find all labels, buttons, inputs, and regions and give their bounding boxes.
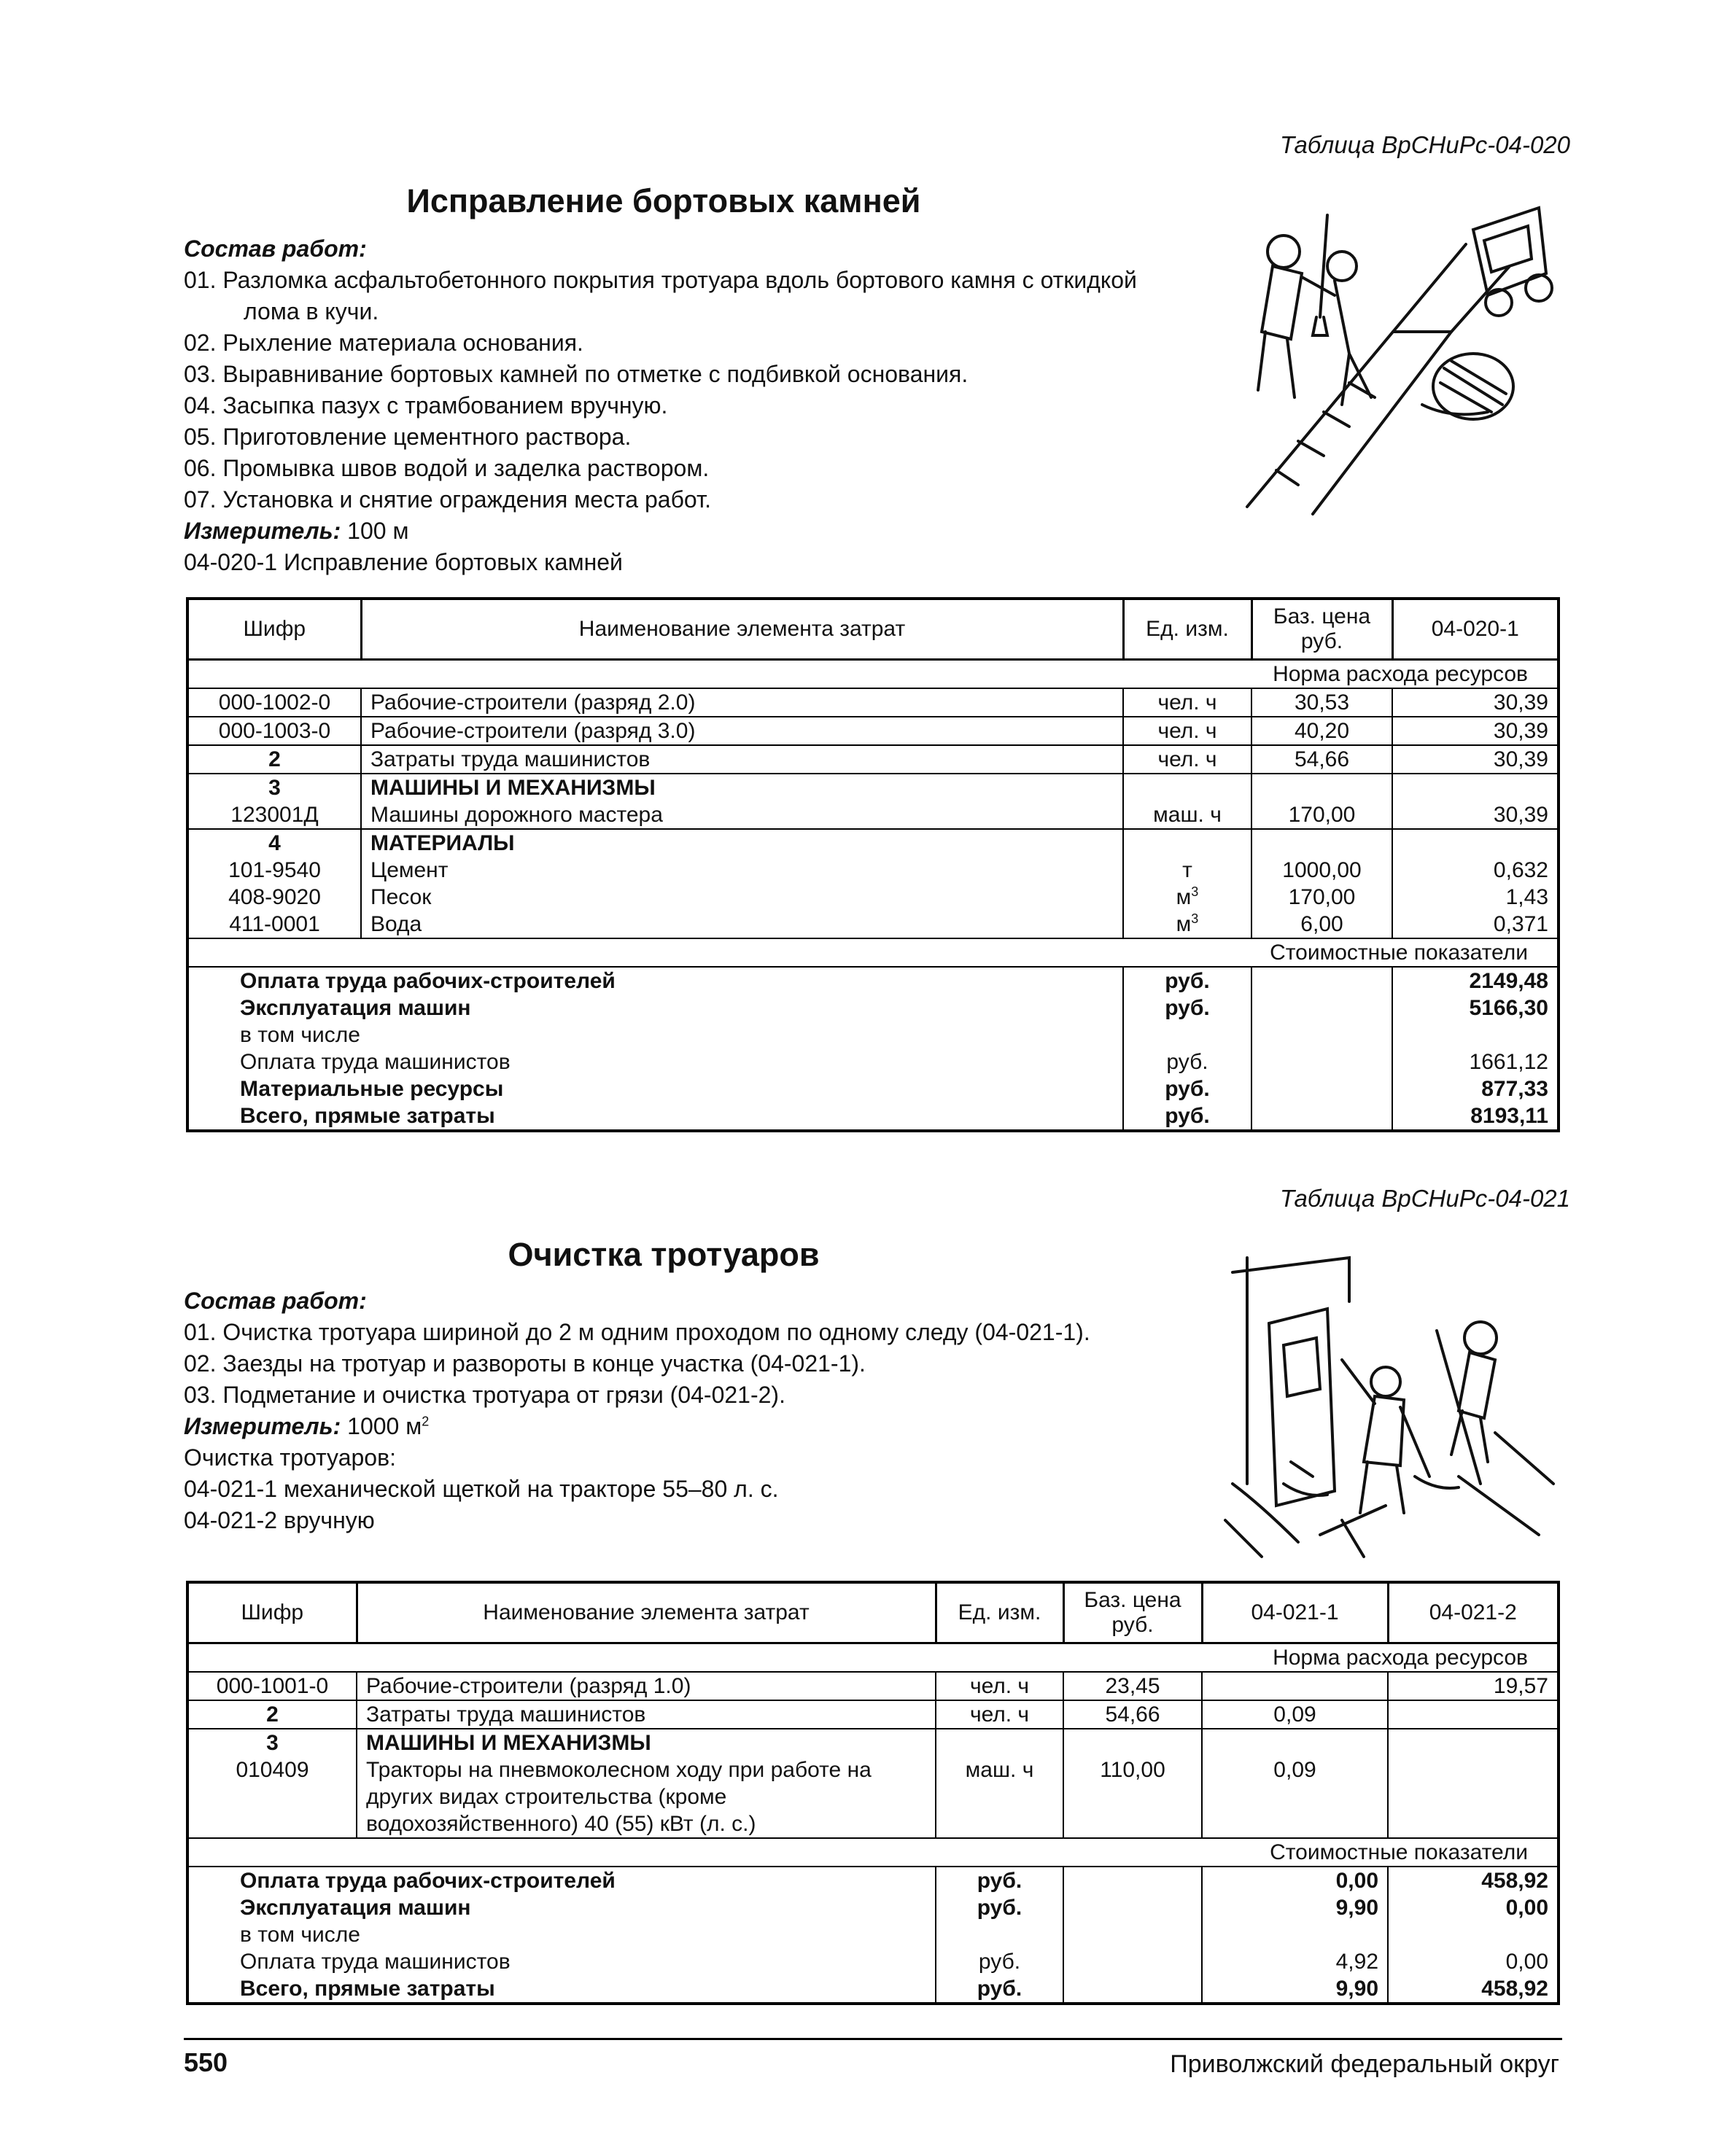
header-price: Баз. цена руб.	[1251, 599, 1392, 660]
illustration-sidewalk-cleaning	[1218, 1243, 1568, 1564]
cell-unit: маш. ч	[936, 1756, 1063, 1838]
cost-row	[187, 1894, 1559, 1921]
cost-row	[187, 1021, 1559, 1048]
meter-sup: 2	[422, 1414, 430, 1429]
table-header	[187, 599, 1559, 660]
table-row	[187, 717, 1559, 745]
table-row	[187, 774, 1559, 801]
table-caption-2: Таблица ВрСНиРс-04-021	[1280, 1185, 1570, 1212]
cell-value-1: 0,09	[1202, 1700, 1388, 1729]
cell-unit: м	[1176, 912, 1192, 936]
header-unit: Ед. изм.	[1123, 599, 1251, 660]
table-row	[187, 745, 1559, 774]
norm-label: Норма расхода ресурсов	[187, 1643, 1559, 1673]
cell-value: 30,39	[1392, 745, 1559, 774]
cost-value: 5166,30	[1392, 995, 1559, 1021]
cell-price: 170,00	[1251, 884, 1392, 911]
page-number: 550	[184, 2047, 228, 2077]
illustration-curb-repair	[1233, 186, 1561, 529]
cell-name: Затраты труда машинистов	[361, 745, 1123, 774]
cell-code: 411-0001	[187, 911, 361, 938]
meter-label: Измеритель:	[184, 1413, 341, 1439]
meter-label: Измеритель:	[184, 518, 341, 544]
cell-value: 30,39	[1392, 801, 1559, 829]
cell-price: 110,00	[1063, 1756, 1202, 1838]
cell-code: 408-9020	[187, 884, 361, 911]
cost-name: Оплата труда машинистов	[187, 1948, 936, 1975]
norm-label: Норма расхода ресурсов	[187, 660, 1559, 689]
cost-unit: руб.	[1123, 1102, 1251, 1131]
table-row	[187, 801, 1559, 829]
table-header	[187, 1582, 1559, 1643]
table-row	[187, 911, 1559, 938]
cost-value-2: 0,00	[1388, 1894, 1559, 1921]
cell-price: 30,53	[1251, 688, 1392, 717]
work-item: 02. Заезды на тротуар и развороты в конце участка (04-021-1).	[184, 1350, 866, 1377]
cell-code: 000-1002-0	[187, 688, 361, 717]
cost-value-2: 458,92	[1388, 1867, 1559, 1894]
cost-name: Всего, прямые затраты	[187, 1975, 936, 2004]
cost-header-row	[187, 1838, 1559, 1867]
cost-value: 2149,48	[1392, 967, 1559, 995]
work-list-1	[184, 233, 1154, 578]
section-title-1: Исправление бортовых камней	[406, 182, 921, 219]
cell-code: 000-1003-0	[187, 717, 361, 745]
cell-name: Машины дорожного мастера	[361, 801, 1123, 829]
cost-unit: руб.	[1123, 1075, 1251, 1102]
cell-name: Рабочие-строители (разряд 2.0)	[361, 688, 1123, 717]
table-row	[187, 688, 1559, 717]
cell-name: Песок	[361, 884, 1123, 911]
table-row	[187, 1700, 1559, 1729]
subitem: 04-020-1 Исправление бортовых камней	[184, 549, 623, 575]
cell-value: 30,39	[1392, 688, 1559, 717]
cost-unit: руб.	[1123, 995, 1251, 1021]
cell-name: МАТЕРИАЛЫ	[361, 829, 1123, 857]
table-caption-1: Таблица ВрСНиРс-04-020	[1280, 131, 1570, 158]
cell-price: 40,20	[1251, 717, 1392, 745]
cost-value: 1661,12	[1392, 1048, 1559, 1075]
work-item: 06. Промывка швов водой и заделка раствором.	[184, 455, 710, 481]
cost-unit: руб.	[936, 1975, 1063, 2004]
cost-name: Оплата труда рабочих-строителей	[187, 1867, 936, 1894]
header-code: Шифр	[187, 599, 361, 660]
cell-name: Рабочие-строители (разряд 3.0)	[361, 717, 1123, 745]
cost-row	[187, 1867, 1559, 1894]
cell-value: 30,39	[1392, 717, 1559, 745]
cost-name: Материальные ресурсы	[187, 1075, 1123, 1102]
work-item: 03. Подметание и очистка тротуара от грязи (04-021-2).	[184, 1382, 785, 1408]
cell-price: 6,00	[1251, 911, 1392, 938]
cost-unit: руб.	[1123, 1048, 1251, 1075]
cost-name: Всего, прямые затраты	[187, 1102, 1123, 1131]
header-item: 04-020-1	[1392, 599, 1559, 660]
work-item: 01. Разломка асфальтобетонного покрытия тротуара вдоль бортового камня с откидкой лома в кучи.	[184, 267, 1137, 324]
cost-name: Оплата труда рабочих-строителей	[187, 967, 1123, 995]
resource-table-1	[186, 597, 1560, 1132]
header-price: Баз. цена руб.	[1063, 1582, 1202, 1643]
cell-name: Цемент	[361, 857, 1123, 884]
footer-rule	[184, 2038, 1562, 2040]
cell-code: 4	[187, 829, 361, 857]
cost-header-row	[187, 938, 1559, 967]
cost-row	[187, 967, 1559, 995]
cell-unit: чел. ч	[936, 1672, 1063, 1700]
cost-label: Стоимостные показатели	[187, 1838, 1559, 1867]
cell-code: 000-1001-0	[187, 1672, 357, 1700]
work-item: 02. Рыхление материала основания.	[184, 330, 583, 356]
cost-unit: руб.	[936, 1867, 1063, 1894]
cost-value-1: 0,00	[1202, 1867, 1388, 1894]
cell-price: 23,45	[1063, 1672, 1202, 1700]
norm-row	[187, 660, 1559, 689]
unit-sup: 3	[1191, 911, 1199, 926]
cell-unit: чел. ч	[936, 1700, 1063, 1729]
cost-unit: руб.	[1123, 967, 1251, 995]
cost-row	[187, 1048, 1559, 1075]
cost-value: 8193,11	[1392, 1102, 1559, 1131]
header-unit: Ед. изм.	[936, 1582, 1063, 1643]
unit-sup: 3	[1191, 884, 1199, 899]
cell-code: 010409	[187, 1756, 357, 1838]
work-item: 04. Засыпка пазух с трамбованием вручную.	[184, 392, 668, 419]
norm-row	[187, 1643, 1559, 1673]
work-label: Состав работ:	[184, 236, 367, 262]
table-row	[187, 1672, 1559, 1700]
table-row	[187, 1756, 1559, 1838]
cell-unit: чел. ч	[1123, 745, 1251, 774]
cost-row	[187, 1975, 1559, 2004]
intro-text: Очистка тротуаров:	[184, 1444, 396, 1471]
cost-name: в том числе	[187, 1921, 936, 1948]
cell-code: 2	[187, 745, 361, 774]
header-name: Наименование элемента затрат	[361, 599, 1123, 660]
cost-name: Оплата труда машинистов	[187, 1048, 1123, 1075]
cost-name: Эксплуатация машин	[187, 995, 1123, 1021]
header-item-2: 04-021-2	[1388, 1582, 1559, 1643]
cell-value-1	[1202, 1672, 1388, 1700]
work-list-2	[184, 1285, 1146, 1536]
cell-name: Затраты труда машинистов	[357, 1700, 936, 1729]
cost-value-1: 9,90	[1202, 1975, 1388, 2004]
cost-value: 877,33	[1392, 1075, 1559, 1102]
header-code: Шифр	[187, 1582, 357, 1643]
cost-name: в том числе	[187, 1021, 1123, 1048]
cell-value-2: 19,57	[1388, 1672, 1559, 1700]
cost-row	[187, 1102, 1559, 1131]
cost-value-2: 458,92	[1388, 1975, 1559, 2004]
cost-unit: руб.	[936, 1948, 1063, 1975]
cell-name: Вода	[361, 911, 1123, 938]
cell-code: 3	[187, 774, 361, 801]
work-item: 03. Выравнивание бортовых камней по отметке с подбивкой основания.	[184, 361, 969, 387]
cell-name: МАШИНЫ И МЕХАНИЗМЫ	[361, 774, 1123, 801]
subitem: 04-021-1 механической щеткой на тракторе 55–80 л. с.	[184, 1476, 779, 1502]
cell-unit: чел. ч	[1123, 717, 1251, 745]
header-name: Наименование элемента затрат	[357, 1582, 936, 1643]
cell-unit: чел. ч	[1123, 688, 1251, 717]
cell-value-2	[1388, 1756, 1559, 1838]
cell-unit: маш. ч	[1123, 801, 1251, 829]
work-item: 01. Очистка тротуара шириной до 2 м одним проходом по одному следу (04-021-1).	[184, 1319, 1090, 1345]
cost-label: Стоимостные показатели	[187, 938, 1559, 967]
section-title-2: Очистка тротуаров	[508, 1236, 820, 1273]
cost-name: Эксплуатация машин	[187, 1894, 936, 1921]
cell-price: 1000,00	[1251, 857, 1392, 884]
cell-value: 0,371	[1392, 911, 1559, 938]
cell-code: 3	[187, 1729, 357, 1756]
work-item: 07. Установка и снятие ограждения места работ.	[184, 486, 711, 513]
cell-unit: т	[1123, 857, 1251, 884]
cost-value-1: 4,92	[1202, 1948, 1388, 1975]
cell-name: Рабочие-строители (разряд 1.0)	[357, 1672, 936, 1700]
cell-code: 2	[187, 1700, 357, 1729]
cell-code: 101-9540	[187, 857, 361, 884]
cost-row	[187, 1948, 1559, 1975]
table-row	[187, 857, 1559, 884]
cost-row	[187, 1921, 1559, 1948]
table-row	[187, 884, 1559, 911]
table-row	[187, 1729, 1559, 1756]
footer-region: Приволжский федеральный округ	[1170, 2050, 1559, 2078]
table-row	[187, 829, 1559, 857]
cell-name: МАШИНЫ И МЕХАНИЗМЫ	[357, 1729, 936, 1756]
cell-unit: м	[1176, 885, 1192, 909]
cell-value-2	[1388, 1700, 1559, 1729]
cell-price: 54,66	[1063, 1700, 1202, 1729]
cell-name: Тракторы на пневмоколесном ходу при работе на других видах строительства (кроме водохозяйственного) 40 (55) кВт (л. с.)	[357, 1756, 936, 1838]
meter-value: 100 м	[347, 518, 409, 544]
cell-code: 123001Д	[187, 801, 361, 829]
cost-value-2: 0,00	[1388, 1948, 1559, 1975]
subitem: 04-021-2 вручную	[184, 1507, 375, 1533]
meter-value: 1000 м	[347, 1413, 422, 1439]
work-item: 05. Приготовление цементного раствора.	[184, 424, 632, 450]
cost-value-1: 9,90	[1202, 1894, 1388, 1921]
cost-row	[187, 1075, 1559, 1102]
header-item-1: 04-021-1	[1202, 1582, 1388, 1643]
cell-value-1: 0,09	[1202, 1756, 1388, 1838]
cell-price: 170,00	[1251, 801, 1392, 829]
cell-price: 54,66	[1251, 745, 1392, 774]
work-label: Состав работ:	[184, 1288, 367, 1314]
cost-row	[187, 995, 1559, 1021]
cost-unit: руб.	[936, 1894, 1063, 1921]
cell-value: 0,632	[1392, 857, 1559, 884]
cell-value: 1,43	[1392, 884, 1559, 911]
resource-table-2	[186, 1581, 1560, 2005]
